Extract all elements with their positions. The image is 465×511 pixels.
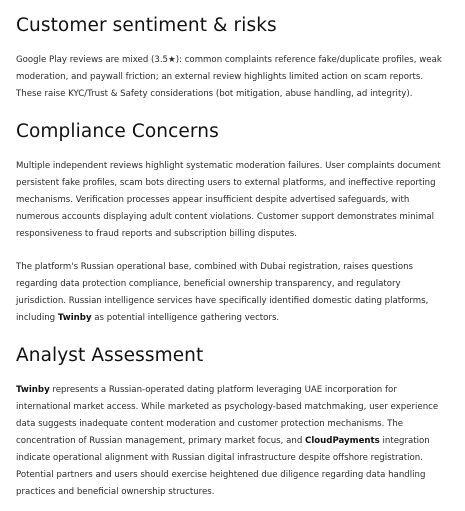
analyst-text-end: integration indicate operational alignment with Russian digital infrastructure despite offshore registration. Potential partners and users should exercise heightened due diligence regarding data handling practices and beneficial ownership structures. bbox=[16, 436, 430, 497]
company-name-twinby: Twinby bbox=[57, 313, 92, 323]
section-heading-analyst: Analyst Assessment bbox=[16, 345, 204, 366]
compliance-paragraph-moderation: Multiple independent reviews highlight systematic moderation failures. User complaints document persistent fake profiles, scam bots directing users to external platforms, and ineffective reporting mechanisms. Verification processes appear insufficient despite advertised safeguards, with numerous accounts displaying adult content violations. Customer support demonstrates minimal responsiveness to fraud reports and subscription billing disputes. bbox=[16, 161, 441, 239]
section-heading-compliance: Compliance Concerns bbox=[16, 121, 219, 142]
analyst-paragraph bbox=[16, 382, 449, 501]
section-heading-sentiment: Customer sentiment & risks bbox=[16, 15, 277, 36]
jurisdiction-text-end: as potential intelligence gathering vectors. bbox=[91, 313, 280, 323]
company-name-twinby: Twinby bbox=[16, 385, 50, 395]
compliance-paragraph-jurisdiction bbox=[16, 259, 449, 327]
analyst-text: represents a Russian-operated dating platform leveraging UAE incorporation for international market access. While marketed as psychology-based matchmaking, user experience data suggests inadequate content moderation and customer protection mechanisms. The concentration of Russian management, primary market focus, and bbox=[16, 385, 439, 446]
jurisdiction-text: The platform's Russian operational base, combined with Dubai registration, raises questions regarding data protection compliance, beneficial ownership transparency, and regulatory jurisdiction. Russian intelligence services have specifically identified domestic dating platforms, including bbox=[16, 262, 429, 323]
sentiment-paragraph: Google Play reviews are mixed (3.5★): common complaints reference fake/duplicate profiles, weak moderation, and paywall friction; an external review highlights limited action on scam reports. These raise KYC/Trust & Safety considerations (bot mitigation, abuse handling, ad integrity). bbox=[16, 55, 442, 99]
company-name-cloudpayments: CloudPayments bbox=[305, 436, 380, 446]
